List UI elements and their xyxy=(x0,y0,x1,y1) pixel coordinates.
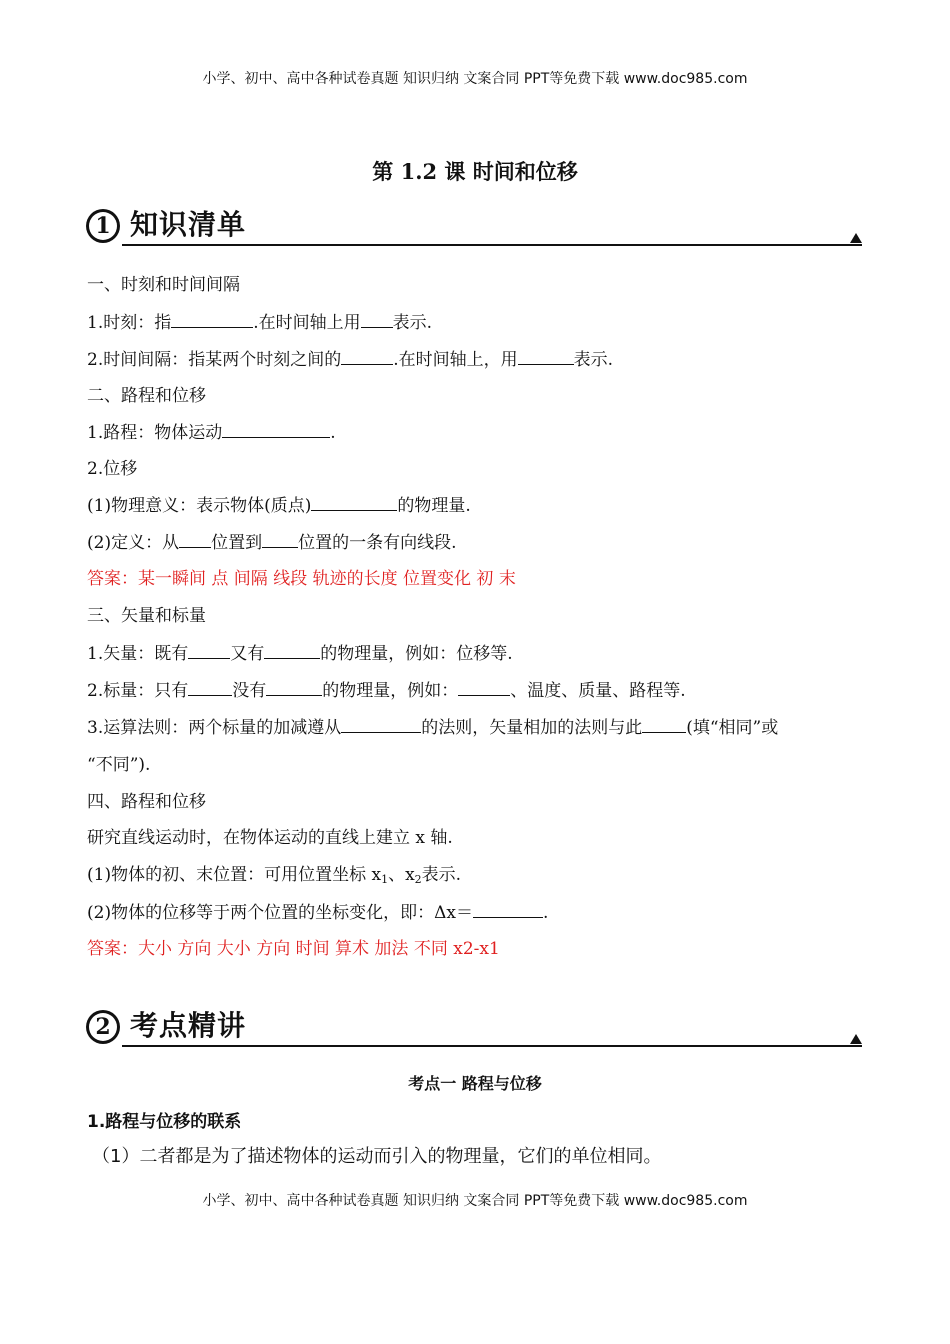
blank xyxy=(341,348,393,365)
text-line: 2.位移 xyxy=(87,459,138,479)
page-header: 小学、初中、高中各种试卷真题 知识归纳 文案合同 PPT等免费下载 www.doc985.com xyxy=(202,71,748,87)
triangle-icon xyxy=(850,1034,862,1044)
section-heading-keypoints xyxy=(86,1008,862,1048)
blank xyxy=(179,531,211,548)
text-line: 2.时间间隔：指某两个时刻之间的 .在时间轴上，用 表示. xyxy=(87,350,614,370)
blank xyxy=(171,311,253,328)
text-line: 三、矢量和标量 xyxy=(87,606,206,626)
text-line: 1.路程：物体运动 . xyxy=(87,423,336,443)
blank xyxy=(642,716,686,733)
blank xyxy=(341,716,421,733)
section-title: 知识清单 xyxy=(130,208,247,241)
text-line: 研究直线运动时，在物体运动的直线上建立 x 轴. xyxy=(87,828,453,848)
blank xyxy=(361,311,393,328)
page-title: 第 1.2 课 时间和位移 xyxy=(372,159,578,184)
blank xyxy=(188,679,232,696)
section-heading-knowledge xyxy=(86,207,862,247)
section-number-badge: 1 xyxy=(86,209,120,243)
blank xyxy=(188,642,230,659)
blank xyxy=(266,679,322,696)
blank xyxy=(458,679,510,696)
page-footer: 小学、初中、高中各种试卷真题 知识归纳 文案合同 PPT等免费下载 www.doc985.com xyxy=(202,1193,748,1209)
text-line: 四、路程和位移 xyxy=(87,792,206,812)
text-line: 二、路程和位移 xyxy=(87,386,206,406)
answer-line: 答案：大小 方向 大小 方向 时间 算术 加法 不同 x2-x1 xyxy=(87,939,500,959)
section-number-badge: 2 xyxy=(86,1010,120,1044)
section-title: 考点精讲 xyxy=(130,1009,247,1042)
section-rule xyxy=(122,244,862,246)
subsection-title: 考点一 路程与位移 xyxy=(408,1074,542,1093)
blank xyxy=(262,531,298,548)
text-line: “不同”). xyxy=(87,755,151,775)
subheading: 1.路程与位移的联系 xyxy=(87,1112,242,1132)
text-line: (2)物体的位移等于两个位置的坐标变化，即：Δx＝ . xyxy=(87,903,549,923)
blank xyxy=(264,642,320,659)
text-line: (1)物理意义：表示物体(质点) 的物理量. xyxy=(87,496,471,516)
answer-line: 答案：某一瞬间 点 间隔 线段 轨迹的长度 位置变化 初 末 xyxy=(87,569,516,589)
paragraph: （1）二者都是为了描述物体的运动而引入的物理量，它们的单位相同。 xyxy=(92,1146,662,1167)
text-line: 2.标量：只有 没有 的物理量，例如： 、温度、质量、路程等. xyxy=(87,681,686,701)
section-rule xyxy=(122,1045,862,1047)
triangle-icon xyxy=(850,233,862,243)
text-line: 1.矢量：既有 又有 的物理量，例如：位移等. xyxy=(87,644,513,664)
text-line: (1)物体的初、末位置：可用位置坐标 $x_1$、$x_2$表示. xyxy=(87,865,462,886)
text-line: (2)定义：从 位置到 位置的一条有向线段. xyxy=(87,533,457,553)
text-line: 一、时刻和时间间隔 xyxy=(87,275,240,295)
blank xyxy=(311,494,397,511)
text-line: 1.时刻：指 .在时间轴上用 表示. xyxy=(87,313,433,333)
blank xyxy=(222,421,330,438)
text-line: 3.运算法则：两个标量的加减遵从 的法则，矢量相加的法则与此 (填“相同”或 xyxy=(87,718,779,738)
blank xyxy=(473,901,543,918)
blank xyxy=(518,348,574,365)
